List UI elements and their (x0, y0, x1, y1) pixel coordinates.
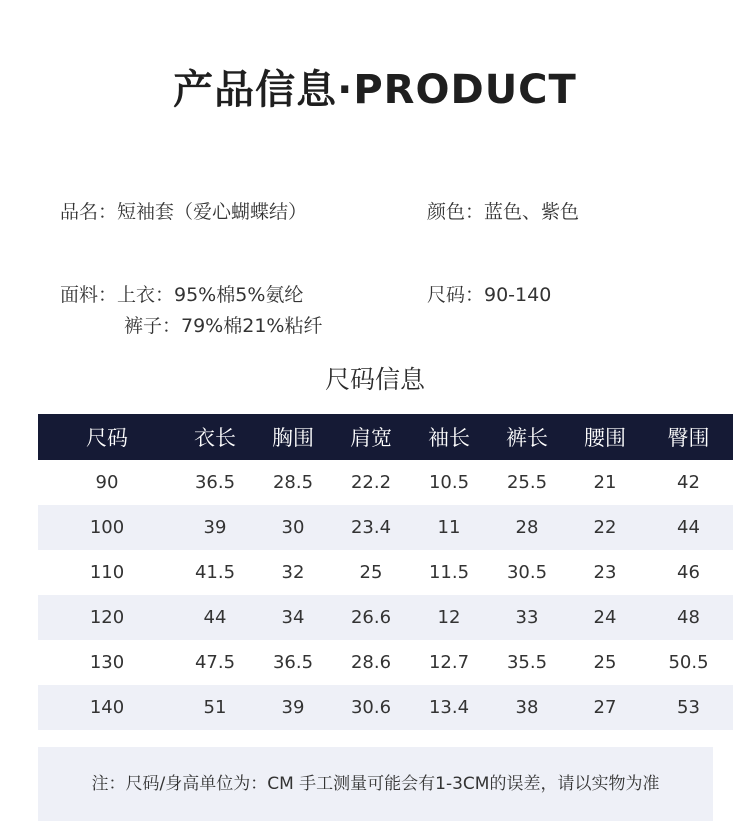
header-chest: 胸围 (254, 414, 332, 460)
table-cell: 11.5 (428, 562, 470, 583)
table-cell: 48 (644, 595, 733, 640)
table-cell: 13.4 (410, 685, 488, 730)
table-cell: 38 (488, 685, 566, 730)
table-row (38, 640, 733, 685)
table-cell: 22.2 (350, 472, 392, 493)
table-cell: 33 (488, 595, 566, 640)
table-cell: 110 (89, 562, 125, 583)
table-cell: 44 (176, 595, 254, 640)
table-cell: 50.5 (668, 652, 709, 673)
table-row (38, 550, 733, 595)
table-cell: 51 (176, 685, 254, 730)
table-cell: 36.5 (194, 472, 236, 493)
table-cell: 24 (566, 595, 644, 640)
header-top-length: 衣长 (176, 414, 254, 460)
measurement-note: 注：尺码/身高单位为：CM 手工测量可能会有1-3CM的误差，请以实物为准 (38, 747, 713, 821)
size-table (38, 414, 733, 730)
table-header-row (38, 414, 733, 460)
page-title: 产品信息·PRODUCT (173, 67, 577, 113)
table-cell: 39 (254, 685, 332, 730)
table-cell: 25.5 (506, 472, 548, 493)
table-row (38, 460, 733, 505)
table-cell: 42 (677, 472, 700, 493)
table-cell: 36.5 (272, 652, 314, 673)
table-cell: 28.6 (350, 652, 392, 673)
table-cell: 28.5 (272, 472, 314, 493)
table-cell: 47.5 (194, 652, 236, 673)
table-cell: 27 (566, 685, 644, 730)
size-section-title: 尺码信息 (324, 365, 425, 394)
table-cell: 12.7 (428, 652, 470, 673)
table-cell: 28 (488, 505, 566, 550)
table-cell: 120 (38, 595, 176, 640)
table-cell: 30.6 (332, 685, 410, 730)
table-cell: 41.5 (194, 562, 236, 583)
table-cell: 130 (89, 652, 125, 673)
table-row (38, 505, 733, 550)
header-pants-length: 裤长 (488, 414, 566, 460)
table-cell: 22 (566, 505, 644, 550)
table-cell: 21 (593, 472, 617, 493)
table-cell: 12 (410, 595, 488, 640)
table-cell: 26.6 (332, 595, 410, 640)
table-cell: 140 (38, 685, 176, 730)
table-cell: 10.5 (428, 472, 470, 493)
table-cell: 25 (359, 562, 383, 583)
table-cell: 35.5 (506, 652, 548, 673)
product-name: 品名：短袖套（爱心蝴蝶结） (60, 201, 308, 223)
table-row (38, 685, 733, 730)
header-size: 尺码 (38, 414, 176, 460)
table-cell: 39 (176, 505, 254, 550)
table-cell: 30 (254, 505, 332, 550)
table-cell: 53 (644, 685, 733, 730)
table-cell: 34 (254, 595, 332, 640)
size-range: 尺码：90-140 (427, 284, 552, 306)
header-waist: 腰围 (566, 414, 644, 460)
table-row (38, 595, 733, 640)
header-shoulder: 肩宽 (332, 414, 410, 460)
table-cell: 90 (95, 472, 119, 493)
table-cell: 30.5 (506, 562, 548, 583)
table-cell: 46 (677, 562, 700, 583)
header-sleeve: 袖长 (410, 414, 488, 460)
table-cell: 32 (281, 562, 305, 583)
table-cell: 100 (38, 505, 176, 550)
table-cell: 11 (410, 505, 488, 550)
fabric-pants: 裤子：79%棉21%粘纤 (124, 315, 323, 337)
product-color: 颜色：蓝色、紫色 (427, 201, 580, 223)
fabric-top: 面料：上衣：95%棉5%氨纶 (60, 284, 304, 306)
header-hip: 臀围 (644, 414, 733, 460)
table-cell: 25 (593, 652, 617, 673)
table-cell: 23.4 (332, 505, 410, 550)
table-cell: 23 (593, 562, 617, 583)
table-cell: 44 (644, 505, 733, 550)
